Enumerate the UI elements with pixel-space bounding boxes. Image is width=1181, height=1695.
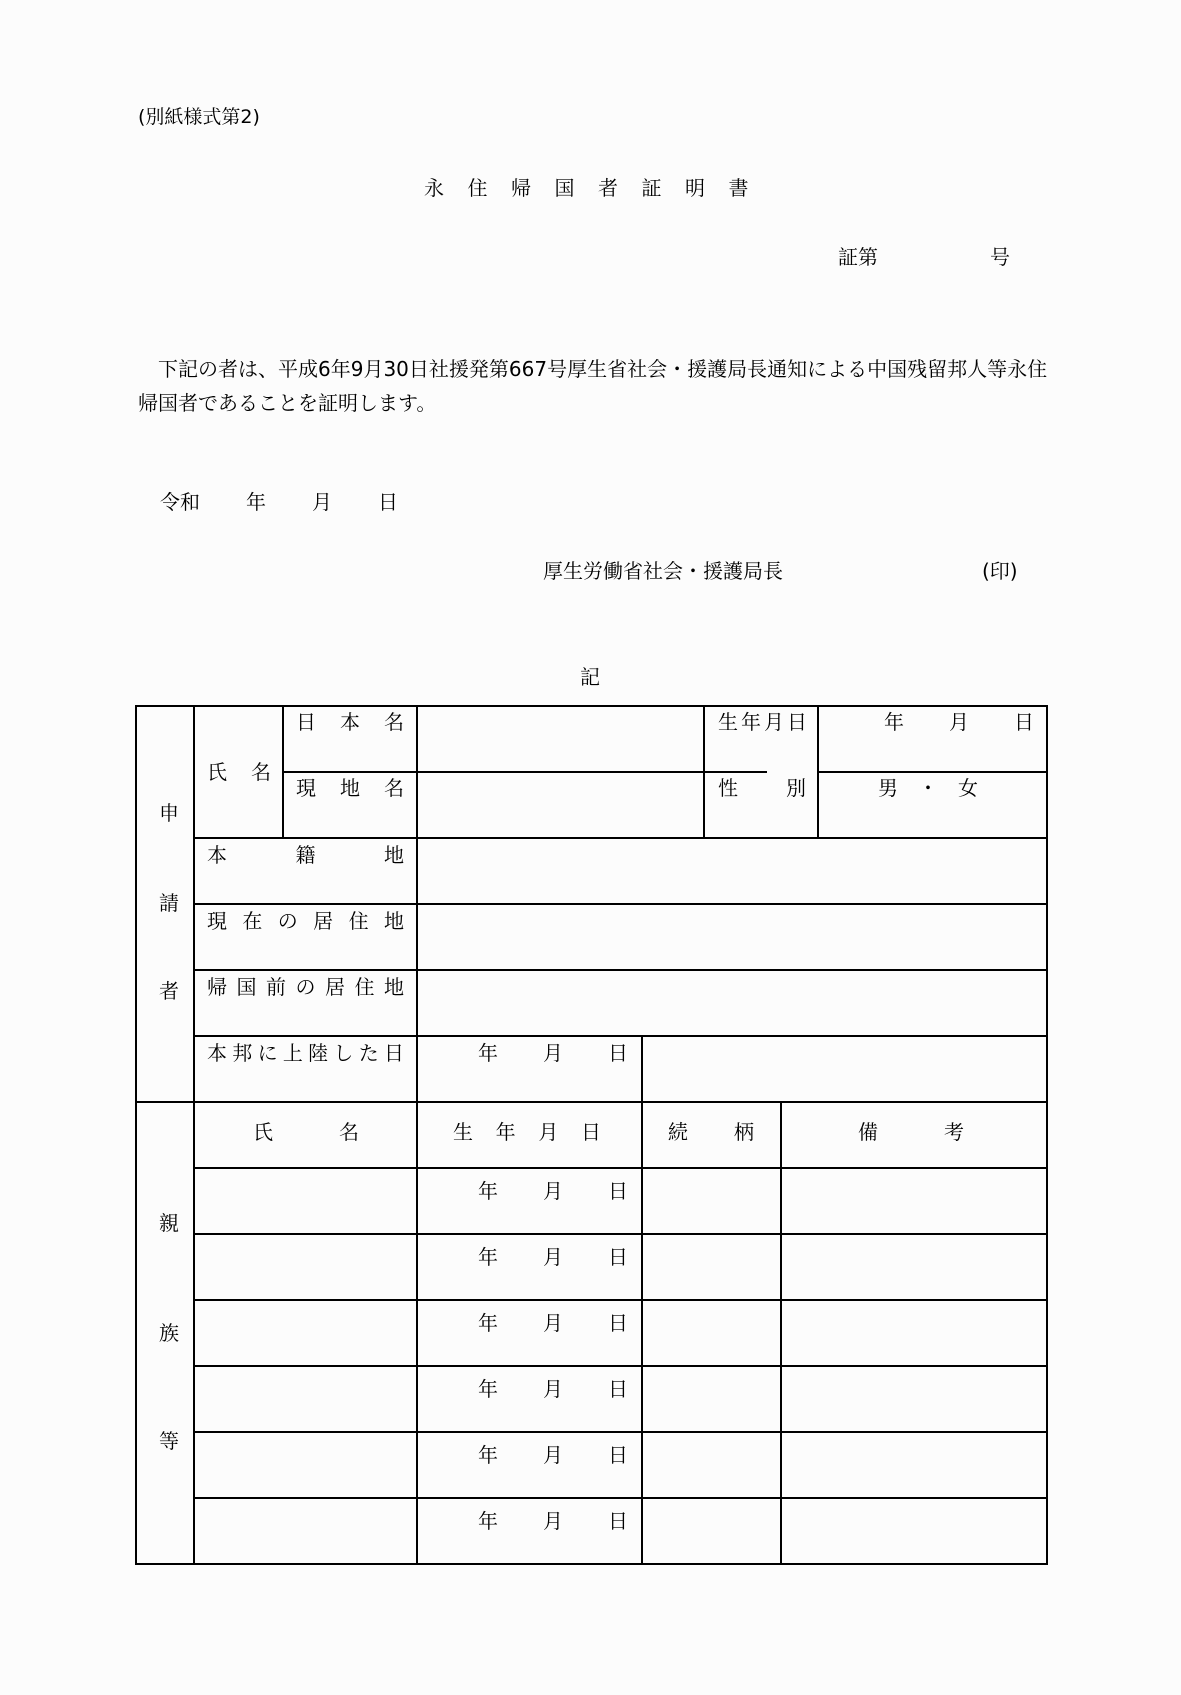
label-char: し (333, 1041, 354, 1065)
col-line (641, 1035, 643, 1102)
ki-heading: 記 (580, 665, 600, 689)
label-char: に (257, 1041, 278, 1065)
certification-statement: 下記の者は、平成6年9月30日社援発第667号厚生省社会・援護局長通知による中国残留邦人等永住帰国者であることを証明します。 (138, 357, 1048, 415)
month-label: 月 (543, 1311, 563, 1335)
label-char: 本 (207, 1041, 227, 1065)
label-char: 上 (282, 1041, 303, 1065)
label-char: 住 (354, 975, 375, 999)
applicant-section-char: 者 (159, 979, 179, 1003)
label-char: 地 (383, 909, 404, 933)
month-label: 月 (543, 1377, 563, 1401)
family-relationship-field[interactable] (643, 1499, 780, 1563)
title-char: 証 (641, 176, 662, 200)
title-char: 国 (554, 176, 575, 200)
family-birthdate-field[interactable] (478, 1379, 628, 1399)
title-char: 明 (685, 176, 705, 200)
col-line (703, 705, 705, 838)
birthdate-field[interactable] (884, 712, 1034, 732)
label-char: 現 (207, 909, 227, 933)
label-char: 名 (384, 710, 404, 734)
cert-number-prefix: 証第 (838, 245, 878, 269)
family-birthdate-field[interactable] (478, 1511, 628, 1531)
label-char: 名 (251, 760, 271, 784)
label-char: 本 (207, 843, 227, 867)
family-birthdate-field[interactable] (478, 1247, 628, 1267)
table-border-left (135, 705, 137, 1565)
label-char: 邦 (232, 1041, 253, 1065)
col-line (817, 705, 819, 838)
date-day: 日 (378, 490, 398, 514)
applicant-section-char: 請 (159, 891, 179, 915)
family-relationship-field[interactable] (643, 1433, 780, 1497)
label-char: 性 (718, 776, 738, 800)
year-label: 年 (478, 1377, 498, 1401)
landing-date-label (207, 1043, 404, 1063)
year-label: 年 (478, 1443, 498, 1467)
family-relationship-field[interactable] (643, 1235, 780, 1299)
date-year: 年 (246, 490, 266, 514)
label-char: 籍 (295, 843, 316, 867)
label-char: 前 (266, 975, 286, 999)
family-name-field[interactable] (195, 1499, 416, 1563)
label-char: 続 (668, 1120, 688, 1144)
landing-date-field[interactable] (478, 1043, 628, 1063)
label-char: 本 (340, 710, 360, 734)
day-label: 日 (608, 1377, 628, 1401)
date-era: 令和 (160, 490, 200, 514)
seal-mark: (印) (982, 559, 1018, 583)
table-border-bottom (135, 1563, 1048, 1565)
year-label: 年 (884, 710, 904, 734)
label-char: 地 (384, 975, 404, 999)
title-char: 住 (467, 176, 488, 200)
label-char: 帰 (207, 975, 227, 999)
col-line (282, 705, 284, 838)
year-label: 年 (478, 1179, 498, 1203)
family-header-relationship (668, 1122, 754, 1142)
title-char: 帰 (511, 176, 531, 200)
label-char: 考 (944, 1120, 964, 1144)
day-label: 日 (608, 1311, 628, 1335)
day-label: 日 (608, 1509, 628, 1533)
family-header-name (253, 1122, 359, 1142)
local-name-label (296, 778, 404, 798)
japanese-name-label (296, 712, 404, 732)
label-char: 別 (786, 776, 806, 800)
family-name-field[interactable] (195, 1169, 416, 1233)
label-char: の (295, 975, 316, 999)
year-label: 年 (478, 1245, 498, 1269)
family-remarks-field[interactable] (782, 1301, 1046, 1365)
month-label: 月 (543, 1179, 563, 1203)
label-char: 日 (296, 710, 316, 734)
domicile-field[interactable] (418, 839, 1046, 903)
label-char: 名 (339, 1120, 359, 1144)
current-residence-label (207, 911, 404, 931)
family-header-remarks (858, 1122, 964, 1142)
name-label (207, 762, 271, 782)
label-char: 日 (580, 1120, 601, 1144)
label-char: の (277, 909, 298, 933)
issuer-name: 厚生労働省社会・援護局長 (543, 559, 783, 583)
local-name-field[interactable] (418, 773, 703, 837)
title-char: 者 (598, 176, 618, 200)
label-char: 地 (384, 843, 404, 867)
label-char: 在 (242, 909, 263, 933)
year-label: 年 (478, 1509, 498, 1533)
family-remarks-field[interactable] (782, 1367, 1046, 1431)
family-section-char: 等 (159, 1429, 179, 1453)
label-char: 居 (313, 909, 334, 933)
label-char: 名 (384, 776, 404, 800)
previous-residence-label (207, 977, 404, 997)
day-label: 日 (608, 1443, 628, 1467)
label-char: 備 (858, 1120, 878, 1144)
month-label: 月 (543, 1245, 563, 1269)
family-header-birthdate (453, 1122, 601, 1142)
family-relationship-field[interactable] (643, 1367, 780, 1431)
row-line (817, 771, 1048, 773)
year-label: 年 (478, 1311, 498, 1335)
family-relationship-field[interactable] (643, 1301, 780, 1365)
family-remarks-field[interactable] (782, 1433, 1046, 1497)
month-label: 月 (543, 1041, 563, 1065)
day-label: 日 (608, 1041, 628, 1065)
sex-options[interactable]: 男 ・ 女 (878, 776, 978, 800)
label-char: 居 (325, 975, 345, 999)
current-residence-field[interactable] (418, 905, 1046, 969)
family-birthdate-field[interactable] (478, 1445, 628, 1465)
family-remarks-field[interactable] (782, 1235, 1046, 1299)
sex-label (718, 778, 806, 798)
label-char: 現 (296, 776, 316, 800)
family-remarks-field[interactable] (782, 1169, 1046, 1233)
label-char: 柄 (734, 1120, 754, 1144)
day-label: 日 (608, 1245, 628, 1269)
label-char: 日 (383, 1041, 404, 1065)
family-section-char: 族 (159, 1321, 179, 1345)
label-char: 陸 (308, 1041, 329, 1065)
family-birthdate-field[interactable] (478, 1181, 628, 1201)
date-month: 月 (312, 490, 332, 514)
family-name-field[interactable] (195, 1433, 416, 1497)
label-char: 氏 (207, 760, 227, 784)
label-char: 氏 (253, 1120, 273, 1144)
family-name-field[interactable] (195, 1301, 416, 1365)
japanese-name-field[interactable] (418, 707, 703, 771)
month-label: 月 (543, 1509, 563, 1533)
label-char: 地 (340, 776, 360, 800)
family-remarks-field[interactable] (782, 1499, 1046, 1563)
family-relationship-field[interactable] (643, 1169, 780, 1233)
applicant-section-char: 申 (159, 801, 179, 825)
month-label: 月 (949, 710, 969, 734)
row-line (193, 1035, 1048, 1037)
birthdate-label: 生年月日 (718, 710, 810, 734)
label-char: た (358, 1041, 379, 1065)
label-char: 生 (453, 1120, 473, 1144)
title-char: 永 (424, 176, 444, 200)
title-char: 書 (728, 176, 749, 200)
form-label: (別紙様式第2) (138, 106, 260, 128)
previous-residence-field[interactable] (418, 971, 1046, 1035)
table-border-right (1046, 705, 1048, 1565)
family-name-field[interactable] (195, 1235, 416, 1299)
family-section-char: 親 (159, 1211, 179, 1235)
section-divider (135, 1101, 1048, 1103)
day-label: 日 (608, 1179, 628, 1203)
cert-number-suffix: 号 (990, 245, 1010, 269)
label-char: 国 (236, 975, 257, 999)
family-name-field[interactable] (195, 1367, 416, 1431)
year-label: 年 (478, 1041, 498, 1065)
label-char: 月 (538, 1120, 559, 1144)
day-label: 日 (1014, 710, 1034, 734)
month-label: 月 (543, 1443, 563, 1467)
label-char: 住 (348, 909, 369, 933)
col-line (416, 1101, 418, 1564)
family-birthdate-field[interactable] (478, 1313, 628, 1333)
label-char: 年 (495, 1120, 516, 1144)
domicile-label (207, 845, 404, 865)
document-title (424, 178, 772, 198)
